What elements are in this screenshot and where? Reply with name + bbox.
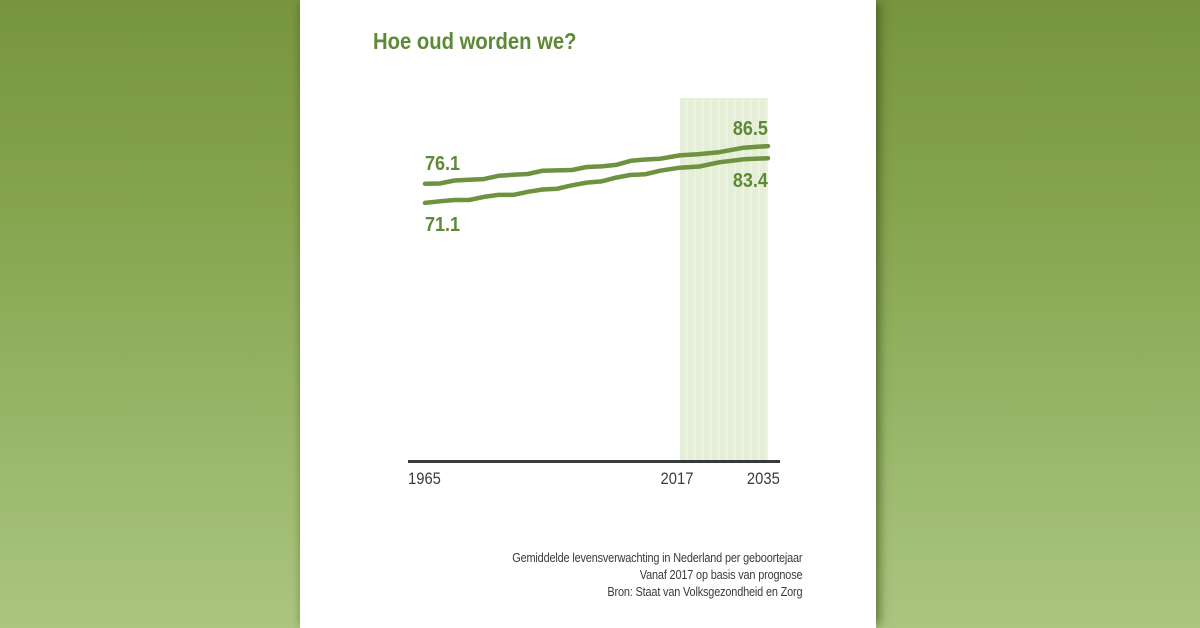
line-chart-svg (300, 0, 876, 628)
x-tick-2017: 2017 (660, 469, 694, 488)
value-label-start-upper: 76.1 (425, 153, 461, 175)
value-label-end-lower: 83.4 (732, 170, 768, 192)
caption-line-2: Vanaf 2017 op basis van prognose (639, 567, 802, 582)
x-tick-1965: 1965 (408, 469, 441, 488)
value-label-end-upper: 86.5 (732, 118, 768, 140)
x-axis-line (408, 460, 780, 463)
page-title: Hoe oud worden we? (373, 28, 577, 54)
caption-line-3: Bron: Staat van Volksgezondheid en Zorg (607, 584, 802, 599)
caption-line-1: Gemiddelde levensverwachting in Nederland per geboortejaar (511, 550, 802, 565)
life-expectancy-chart (300, 0, 876, 628)
value-label-start-lower: 71.1 (425, 214, 461, 236)
x-tick-2035: 2035 (747, 469, 780, 488)
chart-caption (512, 549, 802, 600)
infographic-panel (300, 0, 876, 628)
